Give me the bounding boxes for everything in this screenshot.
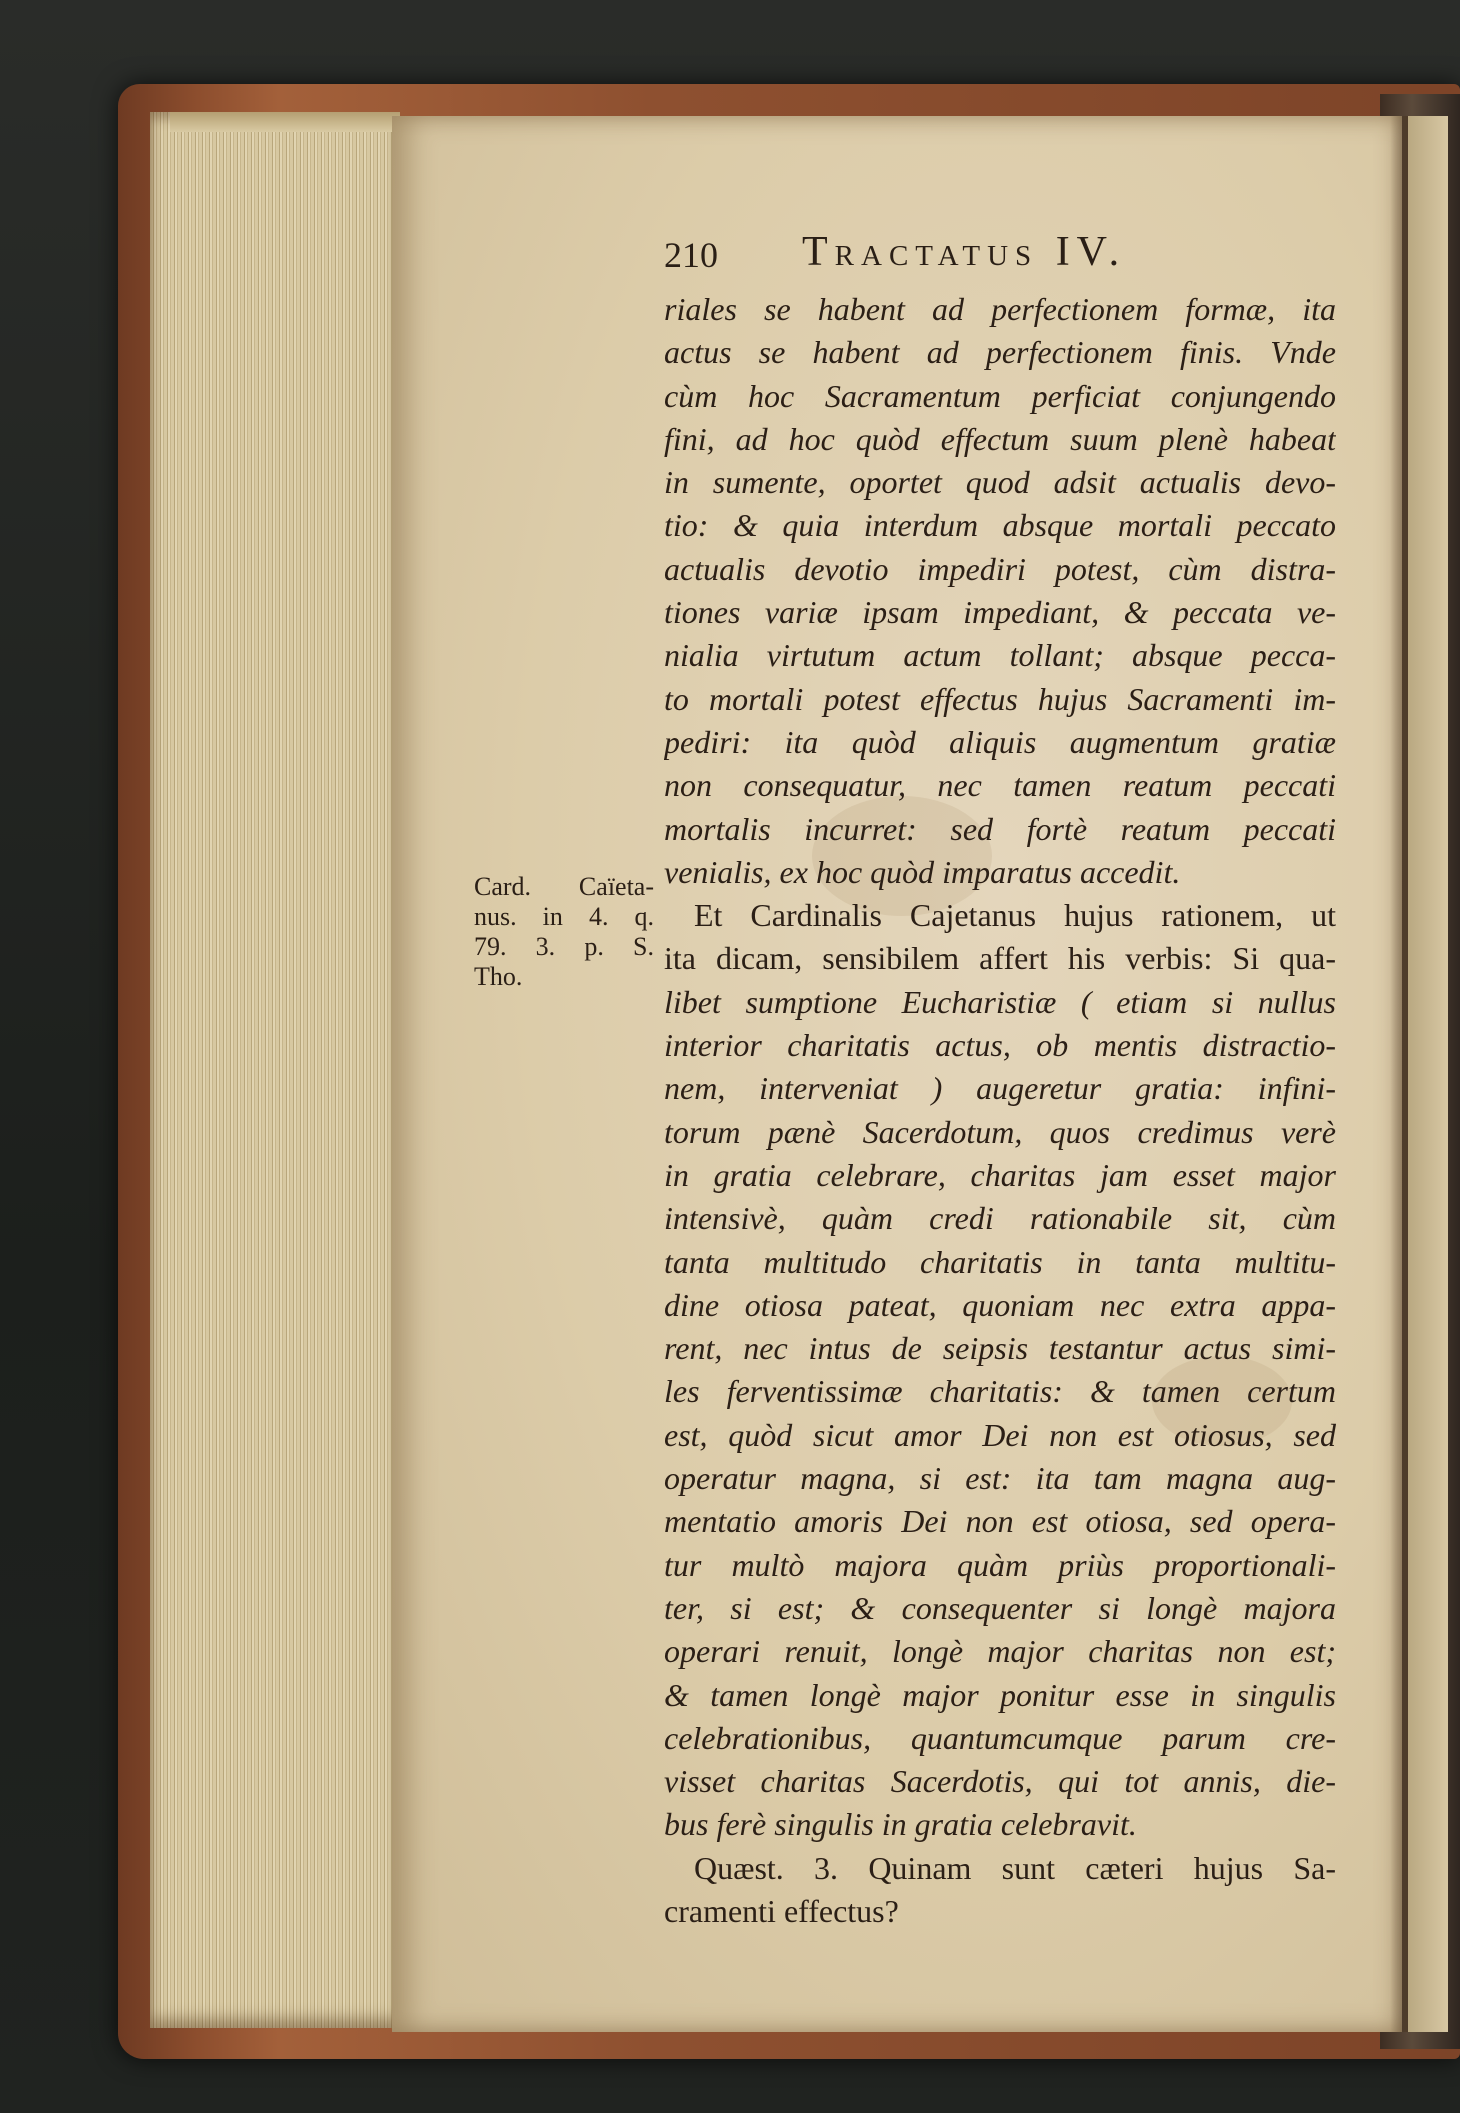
text-line: visset charitas Sacerdotis, qui tot annis, die- [664,1763,1336,1800]
text-line: intensivè, quàm credi rationabile sit, cùm [664,1200,1336,1237]
facing-page-edge [1408,116,1448,2032]
text-line: tiones variæ ipsam impediant, & peccata ve- [664,594,1336,631]
marginal-line: Tho. [474,962,523,991]
text-line: celebrationibus, quantumcumque parum cre- [664,1719,1336,1756]
text-line: actus se habent ad perfectionem finis. Vnde [664,334,1336,371]
text-line: venialis, ex hoc quòd imparatus accedit. [664,853,1181,890]
text-line: Et Cardinalis Cajetanus hujus rationem, ut [694,897,1336,934]
page-edges-top [170,112,400,132]
text-line: fini, ad hoc quòd effectum suum plenè habeat [664,420,1336,457]
text-line: dine otiosa pateat, quoniam nec extra appa- [664,1286,1336,1323]
text-line: operari renuit, longè major charitas non est; [664,1633,1336,1670]
page-number: 210 [664,235,718,275]
question-heading: Quæst. 3. Quinam sunt cæteri hujus Sa- [694,1849,1336,1886]
text-line: tanta multitudo charitatis in tanta multitu- [664,1243,1336,1280]
text-line: to mortali potest effectus hujus Sacramenti im- [664,680,1336,717]
marginal-note [474,872,654,992]
text-line: nialia virtutum actum tollant; absque pecca- [664,637,1336,674]
text-line: ter, si est; & consequenter si longè majora [664,1589,1336,1626]
text-line: in gratia celebrare, charitas jam esset major [664,1156,1336,1193]
text-line: rent, nec intus de seipsis testantur actus simi- [664,1330,1336,1367]
text-line: les ferventissimæ charitatis: & tamen certum [664,1373,1336,1410]
text-line: non consequatur, nec tamen reatum peccati [664,767,1336,804]
text-line: cùm hoc Sacramentum perficiat conjungendo [664,377,1336,414]
body-text [664,288,1336,1933]
text-line: tio: & quia interdum absque mortali peccato [664,507,1336,544]
text-line: actualis devotio impediri potest, cùm distra- [664,550,1336,587]
running-head [664,228,1364,284]
text-line: torum pænè Sacerdotum, quos credimus verè [664,1113,1336,1150]
text-line: cramenti effectus? [664,1892,899,1929]
text-line: operatur magna, si est: ita tam magna aug- [664,1460,1336,1497]
text-line: pediri: ita quòd aliquis augmentum gratiæ [664,723,1336,760]
text-line: riales se habent ad perfectionem formæ, ita [664,291,1336,327]
text-line: interior charitatis actus, ob mentis distractio- [664,1027,1336,1064]
text-line: bus ferè singulis in gratia celebravit. [664,1806,1137,1843]
text-line: nem, interveniat ) augeretur gratia: infini- [664,1070,1336,1107]
marginal-line: nus. in 4. q. [474,902,654,931]
marginal-line: 79. 3. p. S. [474,932,654,961]
text-line: tur multò majora quàm priùs proportionali- [664,1546,1336,1583]
gutter-shadow [1390,116,1408,2032]
text-line: mentatio amoris Dei non est otiosa, sed opera- [664,1503,1336,1540]
text-line: in sumente, oportet quod adsit actualis devo- [664,464,1336,501]
text-line: ita dicam, sensibilem affert his verbis: Si qua- [664,940,1336,977]
marginal-line: Card. Caïeta- [474,872,654,901]
text-line: & tamen longè major ponitur esse in singulis [664,1676,1336,1713]
text-line: libet sumptione Eucharistiæ ( etiam si nullus [664,983,1336,1020]
text-line: mortalis incurret: sed fortè reatum peccati [664,810,1336,847]
page-edges [150,112,400,2028]
running-title: Tractatus IV. [802,229,1127,275]
text-line: est, quòd sicut amor Dei non est otiosus, sed [664,1416,1336,1453]
